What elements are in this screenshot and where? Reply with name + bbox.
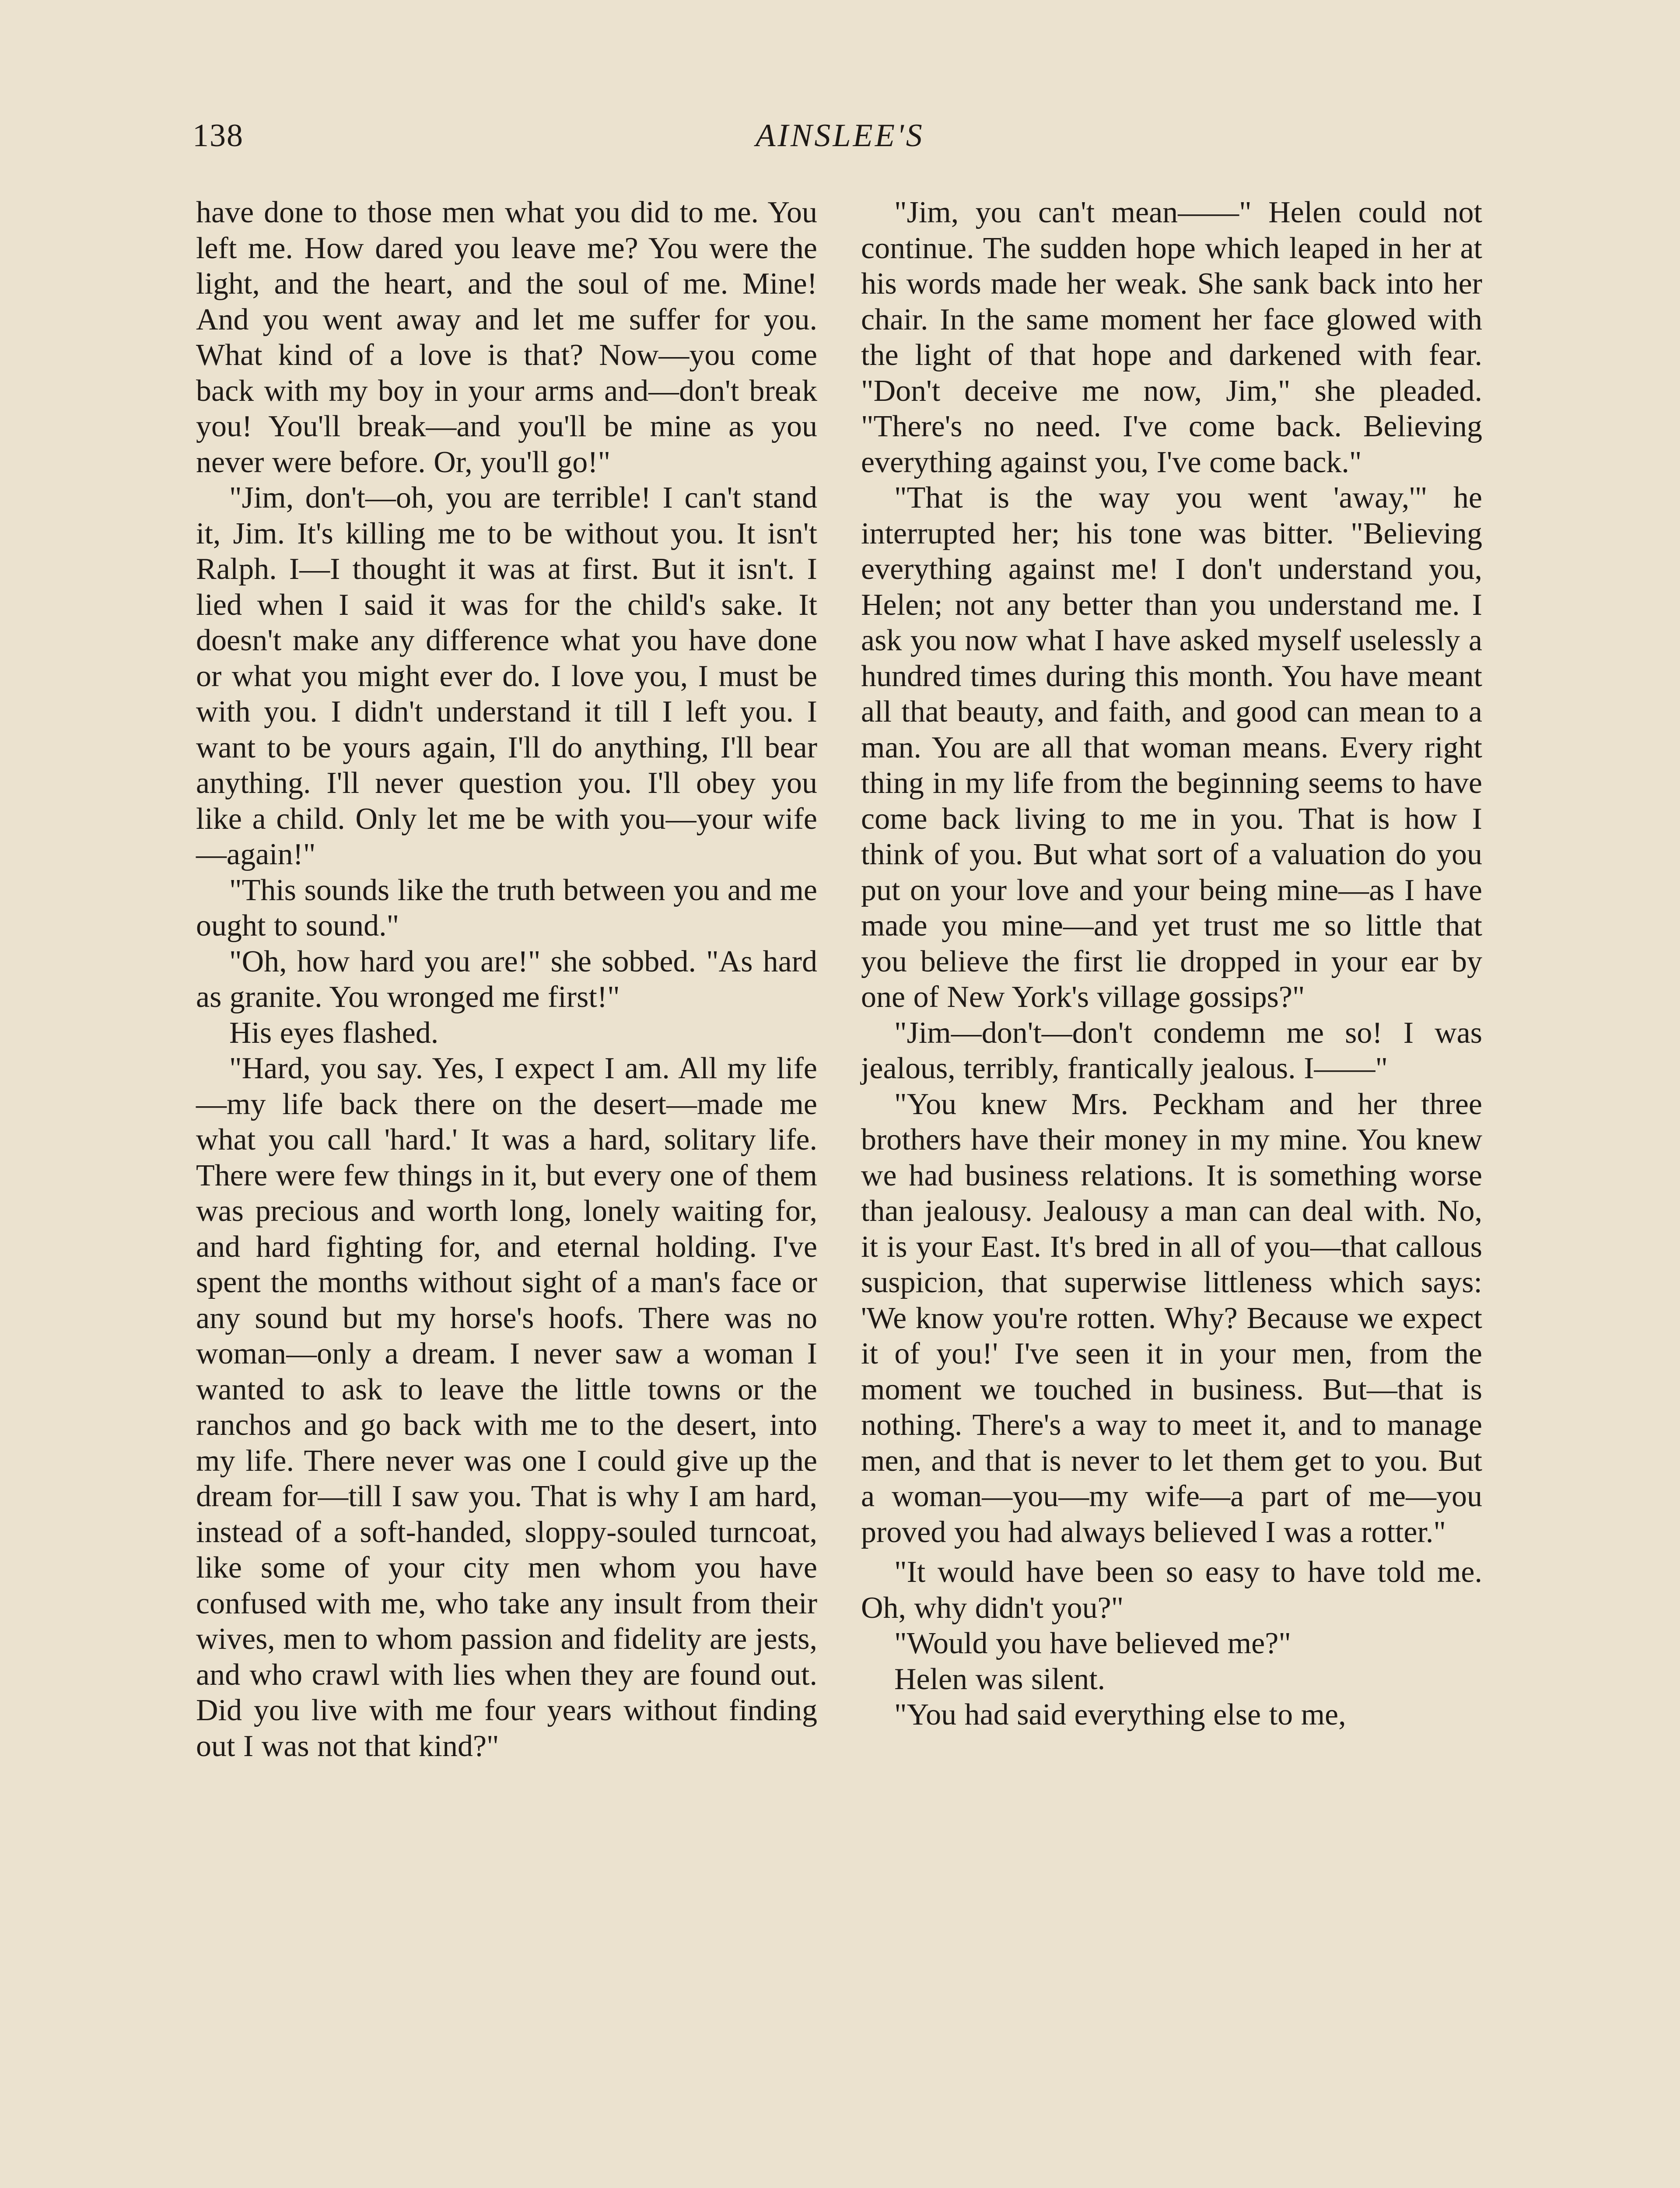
right-column — [861, 195, 1482, 1733]
paragraph: His eyes flashed. — [229, 1016, 439, 1050]
paragraph: "You had said everything else to me, — [894, 1698, 1346, 1732]
paragraph: "Jim—don't—don't condemn me so! I was jealous, terribly, frantically jealous. I——" — [861, 1016, 1482, 1085]
paragraph: "Hard, you say. Yes, I expect I am. All my life—my life back there on the desert—made me what you call 'hard.' It was a hard, solitary life. There were few things in it, but every one of them was precious and worth long, lonely waiting for, and hard fighting for, and eternal holding. I've spent the months without sight of a man's face or any sound but my horse's hoofs. There was no woman—only a dream. I never saw a woman I wanted to ask to leave the little towns or the ranchos and go back with me to the desert, into my life. There never was one I could give up the dream for—till I saw you. That is why I am hard, instead of a soft-handed, sloppy-souled turncoat, like some of your city men whom you have confused with me, who take any insult from their wives, men to whom passion and fidelity are jests, and who crawl with lies when they are found out. Did you live with me four years without finding out I was not that kind?" — [196, 1052, 817, 1763]
paragraph: "You knew Mrs. Peckham and her three brothers have their money in my mine. You knew we had business relations. It is something worse than jealousy. Jealousy a man can deal with. No, it is your East. It's bred in all of you—that callous suspicion, that superwise littleness which says: 'We know you're rotten. Why? Because we expect it of you!' I've seen it in your men, from the moment we touched in business. But—that is nothing. There's a way to meet it, and to manage men, and that is never to let them get to you. But a woman—you—my wife—a part of me—you proved you had always believed I was a rotter." — [861, 1087, 1482, 1549]
page-number: 138 — [192, 118, 244, 154]
paragraph: "Would you have believed me?" — [894, 1627, 1291, 1660]
paragraph: "Jim, you can't mean——" Helen could not continue. The sudden hope which leaped in her at his words made her weak. She sank back into her chair. In the same moment her face glowed with the light of that hope and darkened with fear. "Don't deceive me now, Jim," she pleaded. "There's no need. I've come back. Believing everything against you, I've come back." — [861, 196, 1482, 479]
paragraph-spacer — [861, 1550, 1482, 1554]
running-head: AINSLEE'S — [756, 118, 924, 154]
left-column — [196, 195, 817, 1764]
paragraph: "That is the way you went 'away,'" he interrupted her; his tone was bitter. "Believing everything against me! I don't understand you, Helen; not any better than you understand me. I ask you now what I have asked myself uselessly a hundred times during this month. You have meant all that beauty, and faith, and good can mean to a man. You are all that woman means. Every right thing in my life from the beginning seems to have come back living to me in you. That is how I think of you. But what sort of a valuation do you put on your love and your being mine—as I have made you mine—and yet trust me so little that you believe the first lie dropped in your ear by one of New York's village gossips?" — [861, 481, 1482, 1014]
paragraph: Helen was silent. — [894, 1662, 1106, 1696]
paragraph: "It would have been so easy to have told me. Oh, why didn't you?" — [861, 1555, 1482, 1625]
paragraph: have done to those men what you did to me. You left me. How dared you leave me? You were the light, and the heart, and the soul of me. Mine! And you went away and let me suffer for you. What kind of a love is that? Now—you come back with my boy in your arms and—don't break you! You'll break—and you'll be mine as you never were before. Or, you'll go!" — [196, 196, 817, 479]
paragraph: "Jim, don't—oh, you are terrible! I can't stand it, Jim. It's killing me to be without you. It isn't Ralph. I—I thought it was at first. But it isn't. I lied when I said it was for the child's sake. It doesn't make any difference what you have done or what you might ever do. I love you, I must be with you. I didn't understand it till I left you. I want to be yours again, I'll do anything, I'll bear anything. I'll never question you. I'll obey you like a child. Only let me be with you—your wife—again!" — [196, 481, 817, 871]
paragraph: "This sounds like the truth between you and me ought to sound." — [196, 873, 817, 943]
paragraph: "Oh, how hard you are!" she sobbed. "As hard as granite. You wronged me first!" — [196, 944, 817, 1014]
page-header — [192, 117, 1488, 170]
